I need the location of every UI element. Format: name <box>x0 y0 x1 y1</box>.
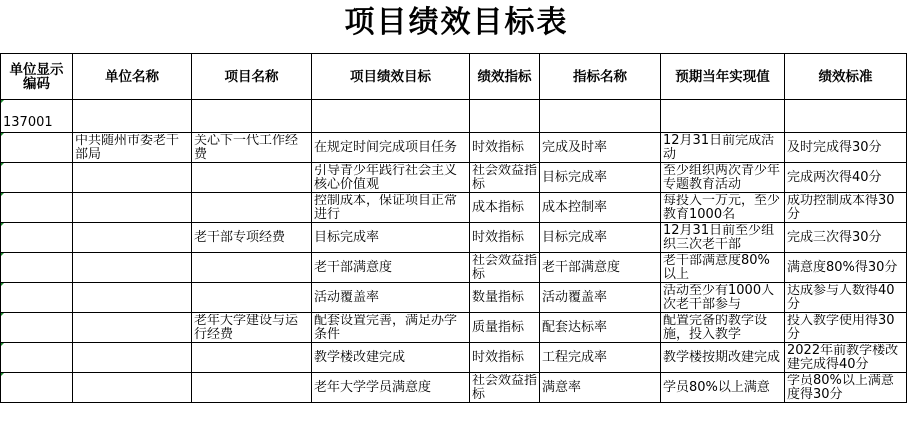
cell-text: 配套设置完善，满足办学条件 <box>314 313 458 342</box>
table-cell[interactable] <box>785 253 907 283</box>
cell-text: 目标完成率 <box>542 169 608 185</box>
table-cell[interactable] <box>785 343 907 373</box>
table-cell[interactable] <box>470 100 540 133</box>
table-cell[interactable] <box>661 193 785 223</box>
table-cell[interactable] <box>73 223 192 253</box>
table-cell[interactable] <box>192 133 312 163</box>
cell-text: 关心下一代工作经费 <box>194 133 299 162</box>
table-cell[interactable] <box>470 223 540 253</box>
cell-text: 每投入一万元，至少教育1000名 <box>663 193 781 222</box>
table-cell[interactable] <box>192 193 312 223</box>
table-cell[interactable] <box>192 163 312 193</box>
cell-text: 老干部满意度 <box>542 259 621 275</box>
table-cell[interactable] <box>312 373 470 403</box>
cell-text: 完成两次得40分 <box>787 169 882 185</box>
table-cell[interactable] <box>540 163 661 193</box>
cell-text: 老干部满意度80%以上 <box>663 253 770 282</box>
table-cell[interactable] <box>470 373 540 403</box>
cell-text: 老年大学建设与运行经费 <box>194 313 299 342</box>
cell-text: 时效指标 <box>472 139 525 155</box>
table-row <box>1 223 907 253</box>
cell-text: 老干部满意度 <box>314 259 393 275</box>
table-cell[interactable] <box>192 223 312 253</box>
cell-text: 活动覆盖率 <box>542 289 608 305</box>
cell-text: 活动至少有1000人次老干部参与 <box>663 283 775 312</box>
table-cell[interactable] <box>540 373 661 403</box>
cell-text: 教学楼改建完成 <box>314 349 406 365</box>
cell-text: 学员80%以上满意 <box>663 379 770 395</box>
cell-text: 质量指标 <box>472 319 525 335</box>
cell-text: 老干部专项经费 <box>194 229 286 245</box>
table-cell[interactable] <box>73 193 192 223</box>
header-cell[interactable]: 预期当年实现值 <box>661 54 785 100</box>
table-cell[interactable] <box>312 313 470 343</box>
header-cell[interactable]: 单位显示编码 <box>1 54 73 100</box>
table-cell[interactable] <box>785 100 907 133</box>
table-cell[interactable] <box>661 373 785 403</box>
cell-text: 12月31日前至少组织三次老干部 <box>663 223 775 252</box>
cell-text: 社会效益指标 <box>472 163 537 192</box>
cell-text: 教学楼按期改建完成 <box>663 349 781 365</box>
cell-text: 社会效益指标 <box>472 373 537 402</box>
table-cell[interactable] <box>1 253 73 283</box>
table-cell[interactable] <box>661 133 785 163</box>
table-cell[interactable] <box>540 100 661 133</box>
header-cell[interactable]: 项目绩效目标 <box>312 54 470 100</box>
table-cell[interactable] <box>661 343 785 373</box>
table-cell[interactable] <box>73 100 192 133</box>
table-row <box>1 343 907 373</box>
table-cell[interactable] <box>73 133 192 163</box>
table-cell[interactable] <box>73 253 192 283</box>
table-row <box>1 133 907 163</box>
table-cell[interactable] <box>785 223 907 253</box>
unit-code: 137001 <box>3 115 53 130</box>
table-row <box>1 253 907 283</box>
table-cell[interactable] <box>312 253 470 283</box>
table-cell[interactable] <box>785 163 907 193</box>
table-cell[interactable] <box>785 283 907 313</box>
table-cell[interactable] <box>661 223 785 253</box>
table-cell[interactable] <box>312 133 470 163</box>
table-cell[interactable] <box>785 313 907 343</box>
table-cell[interactable] <box>661 313 785 343</box>
cell-text: 活动覆盖率 <box>314 289 380 305</box>
table-cell[interactable] <box>312 100 470 133</box>
table-cell[interactable] <box>73 163 192 193</box>
header-cell[interactable]: 项目名称 <box>192 54 312 100</box>
cell-text: 配置完备的教学设施，投入教学 <box>663 313 768 342</box>
cell-text: 学员80%以上满意度得30分 <box>787 373 894 402</box>
table-cell[interactable] <box>1 313 73 343</box>
table-cell[interactable] <box>312 193 470 223</box>
table-cell[interactable] <box>192 100 312 133</box>
cell-text: 在规定时间完成项目任务 <box>314 139 458 155</box>
table-cell[interactable] <box>785 133 907 163</box>
table-cell[interactable] <box>661 163 785 193</box>
table-cell[interactable] <box>1 163 73 193</box>
table-cell[interactable] <box>540 223 661 253</box>
table-cell[interactable] <box>73 313 192 343</box>
cell-text: 投入教学使用得30分 <box>787 313 895 342</box>
table-cell[interactable] <box>1 343 73 373</box>
cell-text: 数量指标 <box>472 289 525 305</box>
table-cell[interactable] <box>785 193 907 223</box>
table-cell[interactable] <box>661 283 785 313</box>
header-row <box>1 54 907 100</box>
table-row <box>1 283 907 313</box>
table-cell[interactable] <box>312 223 470 253</box>
header-cell[interactable]: 指标名称 <box>540 54 661 100</box>
cell-text: 中共随州市委老干部局 <box>75 133 180 162</box>
table-row <box>1 163 907 193</box>
header-cell[interactable]: 单位名称 <box>73 54 192 100</box>
page-title: 项目绩效目标表 <box>344 5 569 40</box>
cell-text: 目标完成率 <box>542 229 608 245</box>
cell-text: 成本控制率 <box>542 199 608 215</box>
table-cell[interactable] <box>470 313 540 343</box>
table-cell[interactable] <box>540 283 661 313</box>
cell-text: 工程完成率 <box>542 349 608 365</box>
cell-text: 社会效益指标 <box>472 253 537 282</box>
cell-text: 满意率 <box>542 379 582 395</box>
table-cell[interactable] <box>540 133 661 163</box>
cell-text: 控制成本，保证项目正常进行 <box>314 193 458 222</box>
table-cell[interactable] <box>192 253 312 283</box>
cell-text: 完成及时率 <box>542 139 608 155</box>
table-cell[interactable] <box>73 283 192 313</box>
table-cell[interactable] <box>470 193 540 223</box>
table-cell[interactable] <box>1 223 73 253</box>
table-cell[interactable] <box>540 343 661 373</box>
table-cell[interactable] <box>312 283 470 313</box>
cell-text: 满意度80%得30分 <box>787 259 898 275</box>
cell-text: 时效指标 <box>472 349 525 365</box>
cell-text: 引导青少年践行社会主义核心价值观 <box>314 163 458 192</box>
table-cell[interactable] <box>73 343 192 373</box>
table-cell[interactable] <box>1 283 73 313</box>
table-cell[interactable] <box>540 313 661 343</box>
table-cell[interactable] <box>192 343 312 373</box>
header-cell[interactable]: 绩效标准 <box>785 54 907 100</box>
table-cell[interactable] <box>1 373 73 403</box>
table-cell[interactable] <box>192 283 312 313</box>
table-cell[interactable] <box>661 253 785 283</box>
cell-text: 老年大学学员满意度 <box>314 379 432 395</box>
cell-text: 成功控制成本得30分 <box>787 193 895 222</box>
table-cell[interactable] <box>470 283 540 313</box>
unit-code-cell[interactable] <box>1 100 73 133</box>
table-cell[interactable] <box>470 253 540 283</box>
table-cell[interactable] <box>1 133 73 163</box>
table-cell[interactable] <box>540 193 661 223</box>
table-cell[interactable] <box>470 133 540 163</box>
cell-text: 及时完成得30分 <box>787 139 882 155</box>
table-cell[interactable] <box>470 163 540 193</box>
performance-table <box>0 53 907 403</box>
unit-code-row <box>1 100 907 133</box>
cell-text: 配套达标率 <box>542 319 608 335</box>
table-cell[interactable] <box>785 373 907 403</box>
cell-text: 达成参与人数得40分 <box>787 283 895 312</box>
table-cell[interactable] <box>1 193 73 223</box>
cell-text: 成本指标 <box>472 199 525 215</box>
cell-text: 2022年前教学楼改建完成得40分 <box>787 343 899 372</box>
cell-text: 目标完成率 <box>314 229 380 245</box>
table-row <box>1 313 907 343</box>
header-cell[interactable]: 绩效指标 <box>470 54 540 100</box>
table-cell[interactable] <box>192 313 312 343</box>
table-cell[interactable] <box>540 253 661 283</box>
table-cell[interactable] <box>312 163 470 193</box>
table-row <box>1 373 907 403</box>
cell-text: 12月31日前完成活动 <box>663 133 775 162</box>
cell-text: 时效指标 <box>472 229 525 245</box>
table-cell[interactable] <box>192 373 312 403</box>
cell-text: 至少组织两次青少年专题教育活动 <box>663 163 781 192</box>
table-cell[interactable] <box>312 343 470 373</box>
cell-text: 完成三次得30分 <box>787 229 882 245</box>
table-cell[interactable] <box>470 343 540 373</box>
table-cell[interactable] <box>73 373 192 403</box>
table-cell[interactable] <box>661 100 785 133</box>
table-row <box>1 193 907 223</box>
